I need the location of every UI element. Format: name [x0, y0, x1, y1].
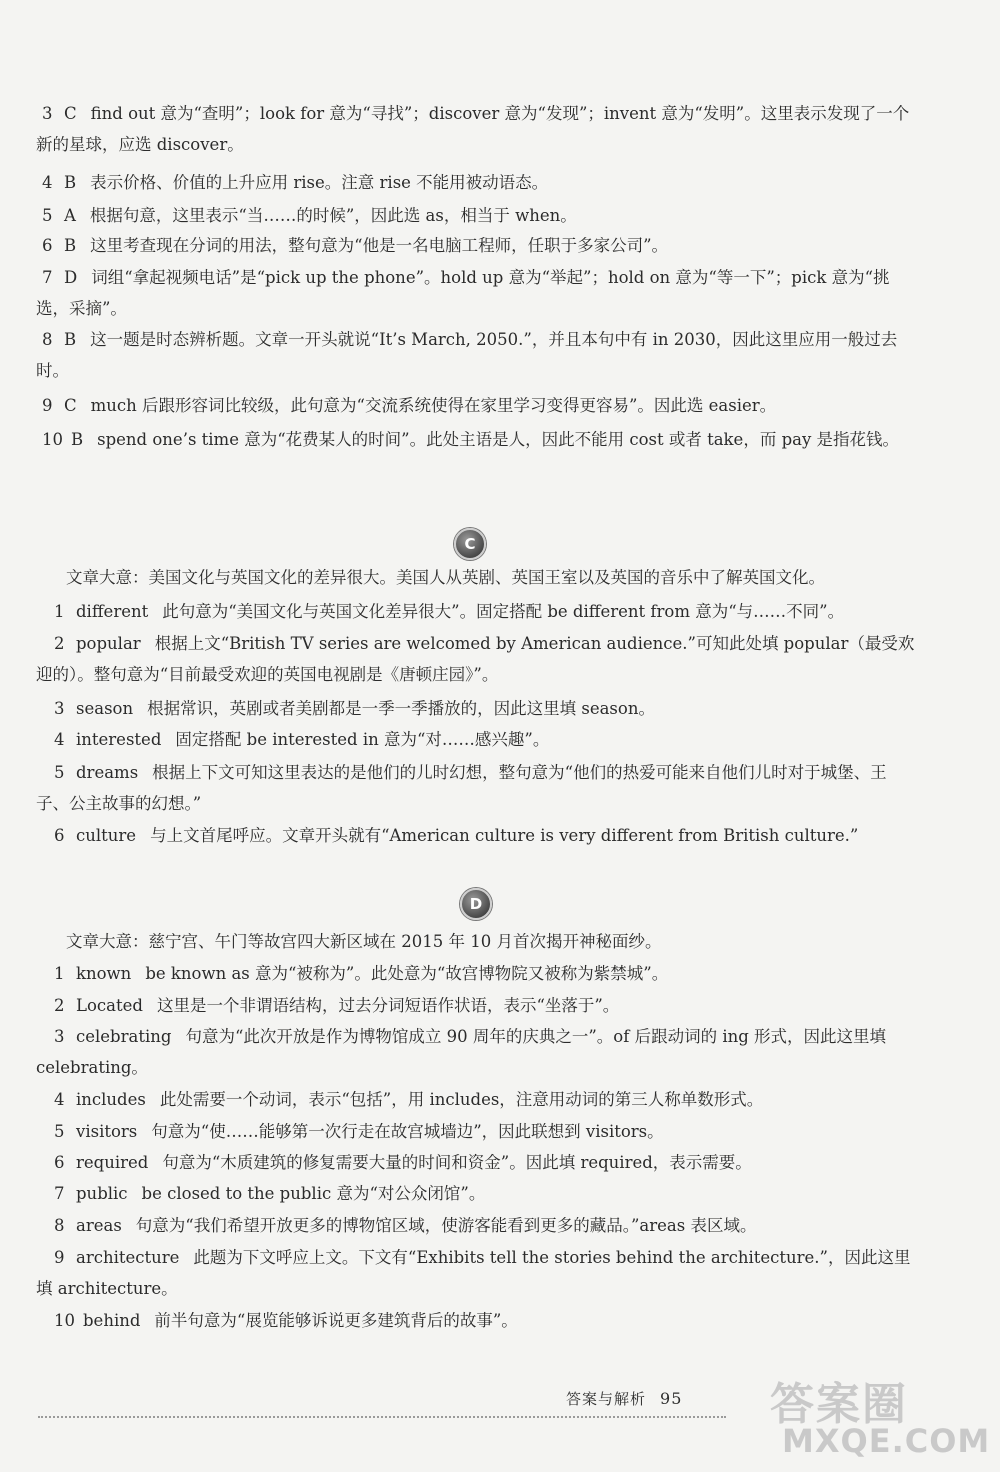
section-c-badge: C	[454, 528, 486, 560]
answer-b-5: 5 A 根据句意，这里表示“当……的时候”，因此选 as，相当于 when。	[42, 206, 577, 225]
section-d-badge: D	[460, 888, 492, 920]
answer-d-8: 8 areas 句意为“我们希望开放更多的博物馆区域，使游客能看到更多的藏品。”areas 表区域。	[54, 1216, 757, 1235]
answer-c-2: 2 popular 根据上文“British TV series are welcomed by American audience.”可知此处填 popular（最受欢迎的）。整句意为“目前最受欢迎的英国电视剧是《唐顿庄园》”。	[36, 634, 915, 684]
section-d-summary: 文章大意：慈宁宫、午门等故宫四大新区域在 2015 年 10 月首次揭开神秘面纱。	[66, 932, 662, 951]
watermark-title: 答案圈	[770, 1379, 908, 1430]
page-footer	[566, 1388, 682, 1409]
answer-b-8: 8 B 这一题是时态辨析题。文章一开头就说“It’s March, 2050.”，并且本句中有 in 2030，因此这里应用一般过去时。	[36, 330, 898, 380]
answer-c-4: 4 interested 固定搭配 be interested in 意为“对……感兴趣”。	[54, 730, 550, 749]
watermark-logo	[762, 1368, 990, 1468]
section-c-summary: 文章大意：美国文化与英国文化的差异很大。美国人从英剧、英国王室以及英国的音乐中了解英国文化。	[66, 568, 825, 587]
answer-d-4: 4 includes 此处需要一个动词，表示“包括”，用 includes，注意用动词的第三人称单数形式。	[54, 1090, 764, 1109]
footer-dotted-rule	[38, 1416, 726, 1418]
answer-c-3: 3 season 根据常识，英剧或者美剧都是一季一季播放的，因此这里填 season。	[54, 699, 655, 718]
answer-d-2: 2 Located 这里是一个非谓语结构，过去分词短语作状语，表示“坐落于”。	[54, 996, 620, 1015]
answer-d-9: 9 architecture 此题为下文呼应上文。下文有“Exhibits tell the stories behind the architecture.”，因此这里填 architecture。	[36, 1248, 911, 1298]
watermark-url: MXQE.COM	[782, 1422, 991, 1460]
answer-b-9: 9 C much 后跟形容词比较级，此句意为“交流系统使得在家里学习变得更容易”。因此选 easier。	[42, 396, 777, 415]
answer-d-6: 6 required 句意为“木质建筑的修复需要大量的时间和资金”。因此填 required，表示需要。	[54, 1153, 752, 1172]
answer-b-10: 10 B spend one’s time 意为“花费某人的时间”。此处主语是人，因此不能用 cost 或者 take，而 pay 是指花钱。	[42, 430, 900, 449]
footer-label: 答案与解析	[566, 1390, 647, 1408]
answer-c-1: 1 different 此句意为“美国文化与英国文化差异很大”。固定搭配 be different from 意为“与……不同”。	[54, 602, 845, 621]
answer-b-4: 4 B 表示价格、价值的上升应用 rise。注意 rise 不能用被动语态。	[42, 173, 549, 192]
answer-d-5: 5 visitors 句意为“使……能够第一次行走在故宫城墙边”，因此联想到 visitors。	[54, 1122, 664, 1141]
answer-b-3: 3 C find out 意为“查明”；look for 意为“寻找”；discover 意为“发现”；invent 意为“发明”。这里表示发现了一个新的星球，应选 discover。	[36, 104, 910, 154]
answer-b-7: 7 D 词组“拿起视频电话”是“pick up the phone”。hold up 意为“举起”；hold on 意为“等一下”；pick 意为“挑选，采摘”。	[36, 268, 890, 318]
answer-d-1: 1 known be known as 意为“被称为”。此处意为“故宫博物院又被称为紫禁城”。	[54, 964, 669, 983]
answer-c-5: 5 dreams 根据上下文可知这里表达的是他们的儿时幻想，整句意为“他们的热爱可能来自他们儿时对于城堡、王子、公主故事的幻想。”	[36, 763, 887, 813]
page-number: 95	[660, 1389, 683, 1408]
answer-d-3: 3 celebrating 句意为“此次开放是作为博物馆成立 90 周年的庆典之一”。of 后跟动词的 ing 形式，因此这里填 celebrating。	[36, 1027, 887, 1077]
answer-d-10: 10 behind 前半句意为“展览能够诉说更多建筑背后的故事”。	[54, 1311, 518, 1330]
answer-d-7: 7 public be closed to the public 意为“对公众闭馆”。	[54, 1184, 486, 1203]
answer-c-6: 6 culture 与上文首尾呼应。文章开头就有“American culture is very different from British culture.”	[54, 826, 859, 845]
answer-b-6: 6 B 这里考查现在分词的用法，整句意为“他是一名电脑工程师，任职于多家公司”。	[42, 236, 669, 255]
